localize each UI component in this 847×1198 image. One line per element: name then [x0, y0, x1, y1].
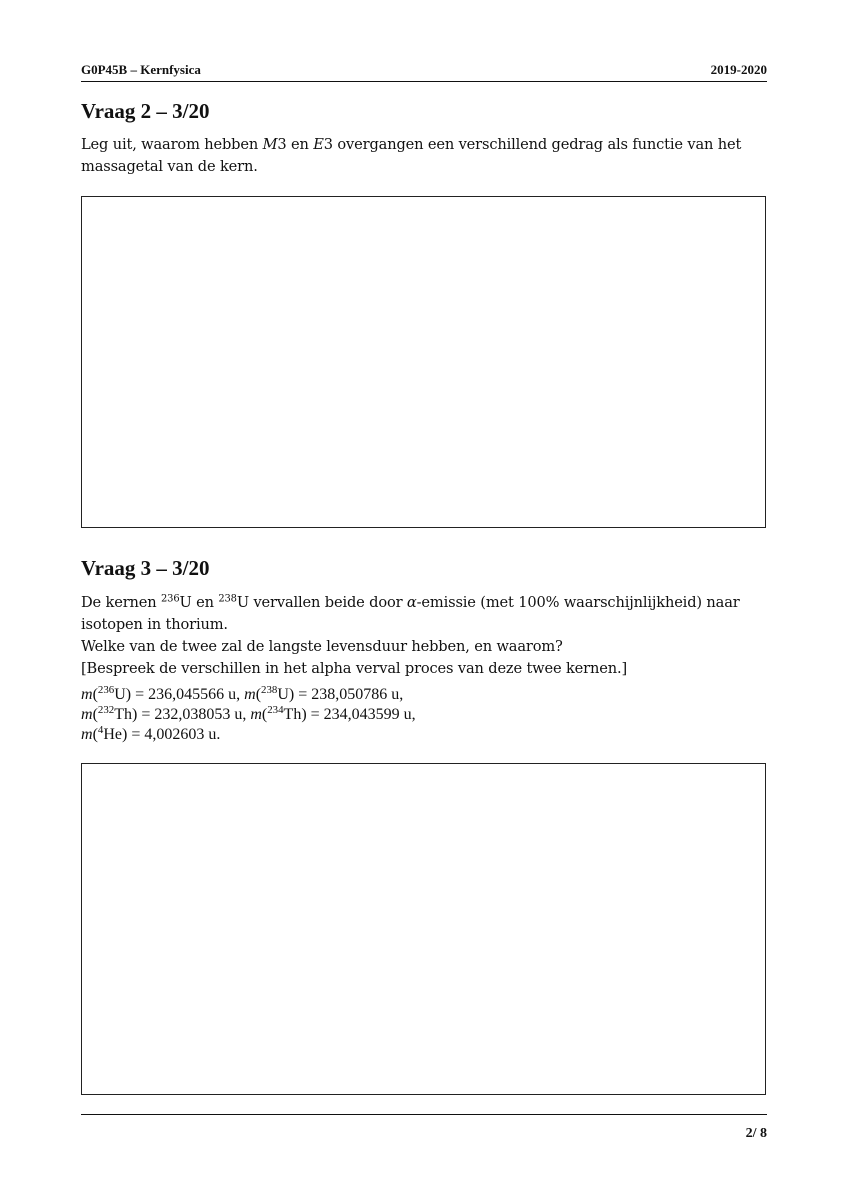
header-rule	[81, 81, 767, 82]
mass-data	[81, 685, 767, 745]
mass-line-uranium: m($^{236}$U) = 236,045566 u, m($^{238}$U) = 238,050786 u,	[81, 684, 404, 703]
question-2-text: Leg uit, waarom hebben M3 en E3 overgangen een verschillend gedrag als functie van het massagetal van de kern.	[81, 136, 742, 175]
course-title: G0P45B – Kernfysica	[81, 62, 201, 77]
mass-line-thorium: m($^{232}$Th) = 232,038053 u, m($^{234}$Th) = 234,043599 u,	[81, 704, 416, 723]
page-header	[81, 62, 767, 80]
answer-box-question-3[interactable]	[81, 763, 766, 1095]
footer-rule	[81, 1114, 767, 1115]
question-3-title: Vraag 3 – 3/20	[81, 556, 210, 580]
page-number: 2/ 8	[745, 1126, 767, 1141]
question-3-text: De kernen $^{236}$U en $^{238}$U vervallen beide door α-emissie (met 100% waarschijnlijkheid) naar isotopen in thorium. Welke van de twee zal de langste levensduur hebben, en waarom? [Bespreek de verschillen in het alpha verval proces van deze twee kernen.]	[81, 593, 740, 677]
mass-line-helium: m($^4$He) = 4,002603 u.	[81, 724, 221, 743]
academic-year: 2019-2020	[710, 62, 767, 77]
answer-box-question-2[interactable]	[81, 196, 766, 528]
question-2-title: Vraag 2 – 3/20	[81, 99, 210, 123]
